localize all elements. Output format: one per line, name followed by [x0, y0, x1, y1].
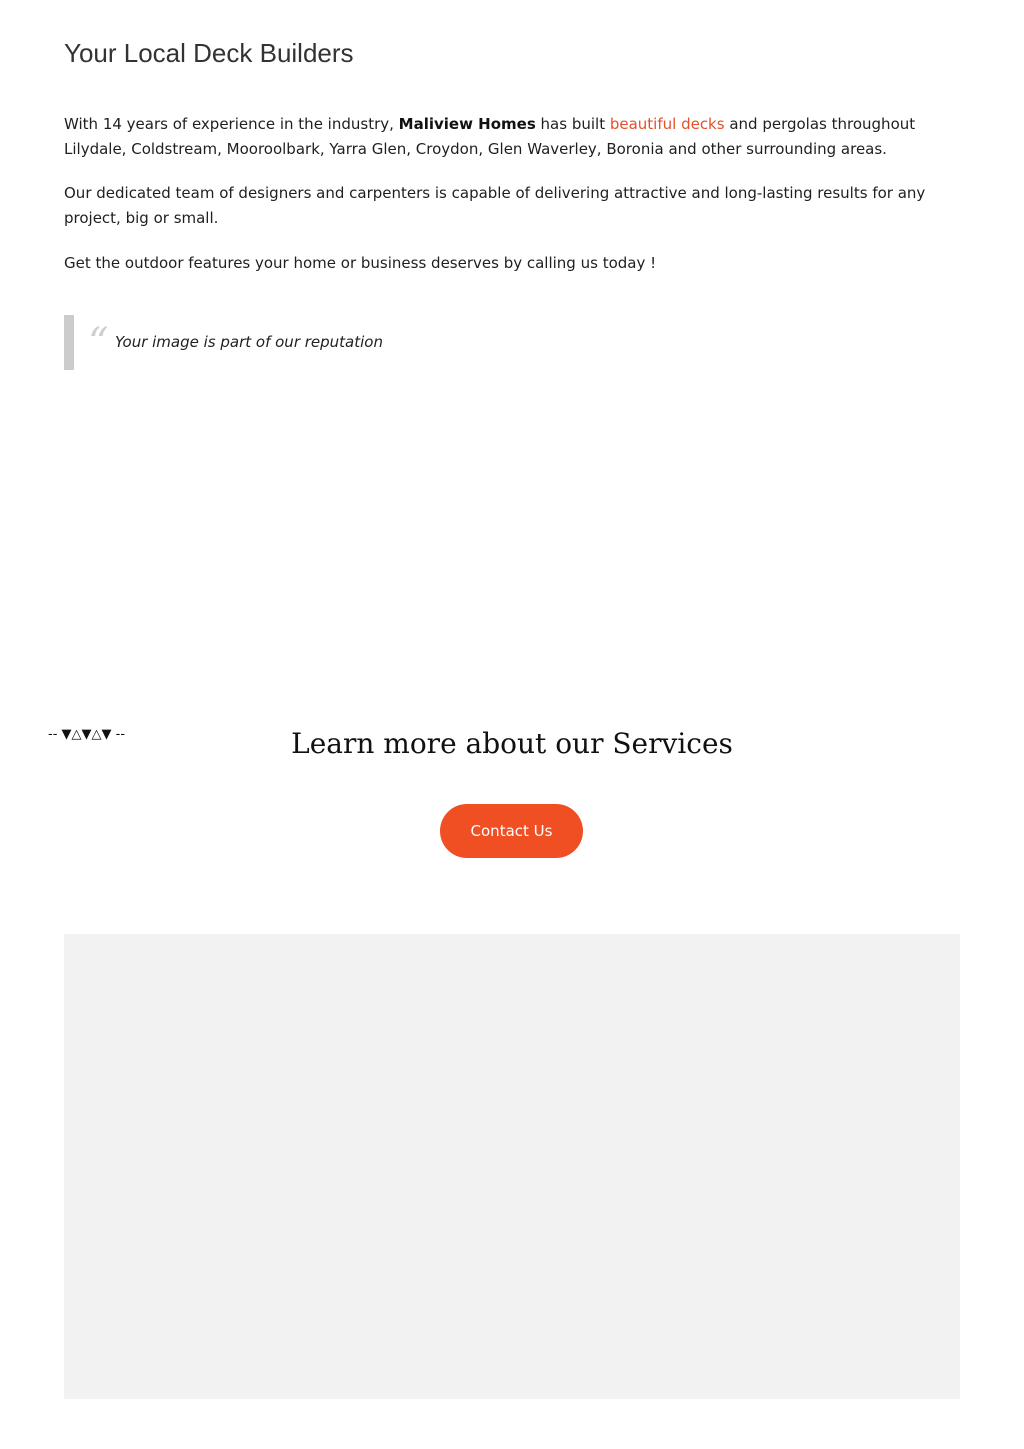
quote-mark-icon: “ — [88, 320, 109, 366]
beautiful-decks-link[interactable]: beautiful decks — [609, 115, 725, 133]
intro-text-start: With 14 years of experience in the industry, — [64, 115, 399, 133]
intro-paragraph-3: Get the outdoor features your home or business deserves by calling us today ! — [64, 254, 657, 272]
brand-name: Maliview Homes — [398, 115, 536, 133]
quote-text: Your image is part of our reputation — [115, 333, 383, 351]
testimonial-quote — [64, 315, 584, 370]
intro-paragraph-1 — [64, 112, 964, 162]
content-placeholder-panel — [64, 934, 960, 1399]
intro-paragraph-2: Our dedicated team of designers and carpenters is capable of delivering attractive and long-lasting results for any project, big or small. — [64, 184, 926, 227]
services-heading: Learn more about our Services — [291, 727, 733, 760]
page-title: Your Local Deck Builders — [64, 38, 354, 68]
triangle-widget: -- ▼△▼△▼ -- — [48, 727, 126, 742]
contact-us-button[interactable]: Contact Us — [440, 804, 583, 858]
intro-text-middle: has built — [535, 115, 610, 133]
intro-text-end: and pergolas throughout Lilydale, Coldstream, Mooroolbark, Yarra Glen, Croydon, Glen Waverley, Boronia and other surrounding areas. — [64, 115, 916, 158]
quote-bar — [64, 315, 74, 370]
